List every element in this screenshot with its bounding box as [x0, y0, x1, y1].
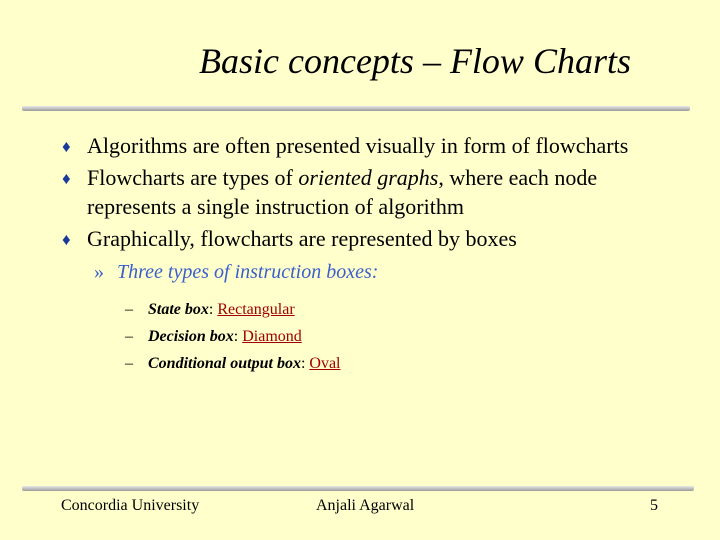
footer-divider [22, 486, 694, 491]
sub-bullet-text: Three types of instruction boxes: [117, 261, 379, 283]
footer-institution: Concordia University [61, 497, 200, 514]
slide-title: Basic concepts – Flow Charts [199, 41, 631, 81]
title-divider [22, 106, 690, 111]
box-type-value[interactable]: Rectangular [217, 301, 295, 318]
box-type-sep: : [300, 355, 310, 372]
bullet-list [62, 131, 662, 377]
bullet-item [62, 131, 662, 160]
diamond-bullet-icon: ♦ [62, 137, 71, 156]
box-type-value[interactable]: Oval [309, 355, 341, 372]
bullet-text: Flowcharts are types of [87, 165, 299, 190]
chevron-bullet-icon: » [94, 261, 104, 283]
box-type-list [62, 296, 662, 377]
dash-bullet-icon: – [125, 328, 133, 345]
box-type-value[interactable]: Diamond [242, 328, 302, 345]
bullet-text: Algorithms are often presented visually in form of flowcharts [87, 133, 629, 158]
box-type-term: Decision box [148, 328, 234, 345]
dash-bullet-icon: – [125, 301, 133, 318]
box-type-term: State box [148, 301, 209, 318]
bullet-text: , where each node represents a single instruction of algorithm [87, 165, 598, 219]
box-type-sep: : [233, 328, 243, 345]
bullet-item [62, 163, 662, 221]
box-type-item [125, 323, 662, 350]
box-type-sep: : [208, 301, 218, 318]
footer-author: Anjali Agarwal [316, 497, 415, 514]
dash-bullet-icon: – [125, 355, 133, 372]
box-type-item [125, 350, 662, 377]
page-number: 5 [650, 497, 658, 514]
diamond-bullet-icon: ♦ [62, 230, 71, 249]
bullet-text: Graphically, flowcharts are represented by boxes [87, 226, 517, 251]
diamond-bullet-icon: ♦ [62, 169, 71, 188]
box-type-term: Conditional output box [148, 355, 301, 372]
sub-bullet [62, 258, 662, 287]
bullet-emphasis: oriented graphs [298, 165, 439, 190]
box-type-item [125, 296, 662, 323]
bullet-item [62, 224, 662, 253]
